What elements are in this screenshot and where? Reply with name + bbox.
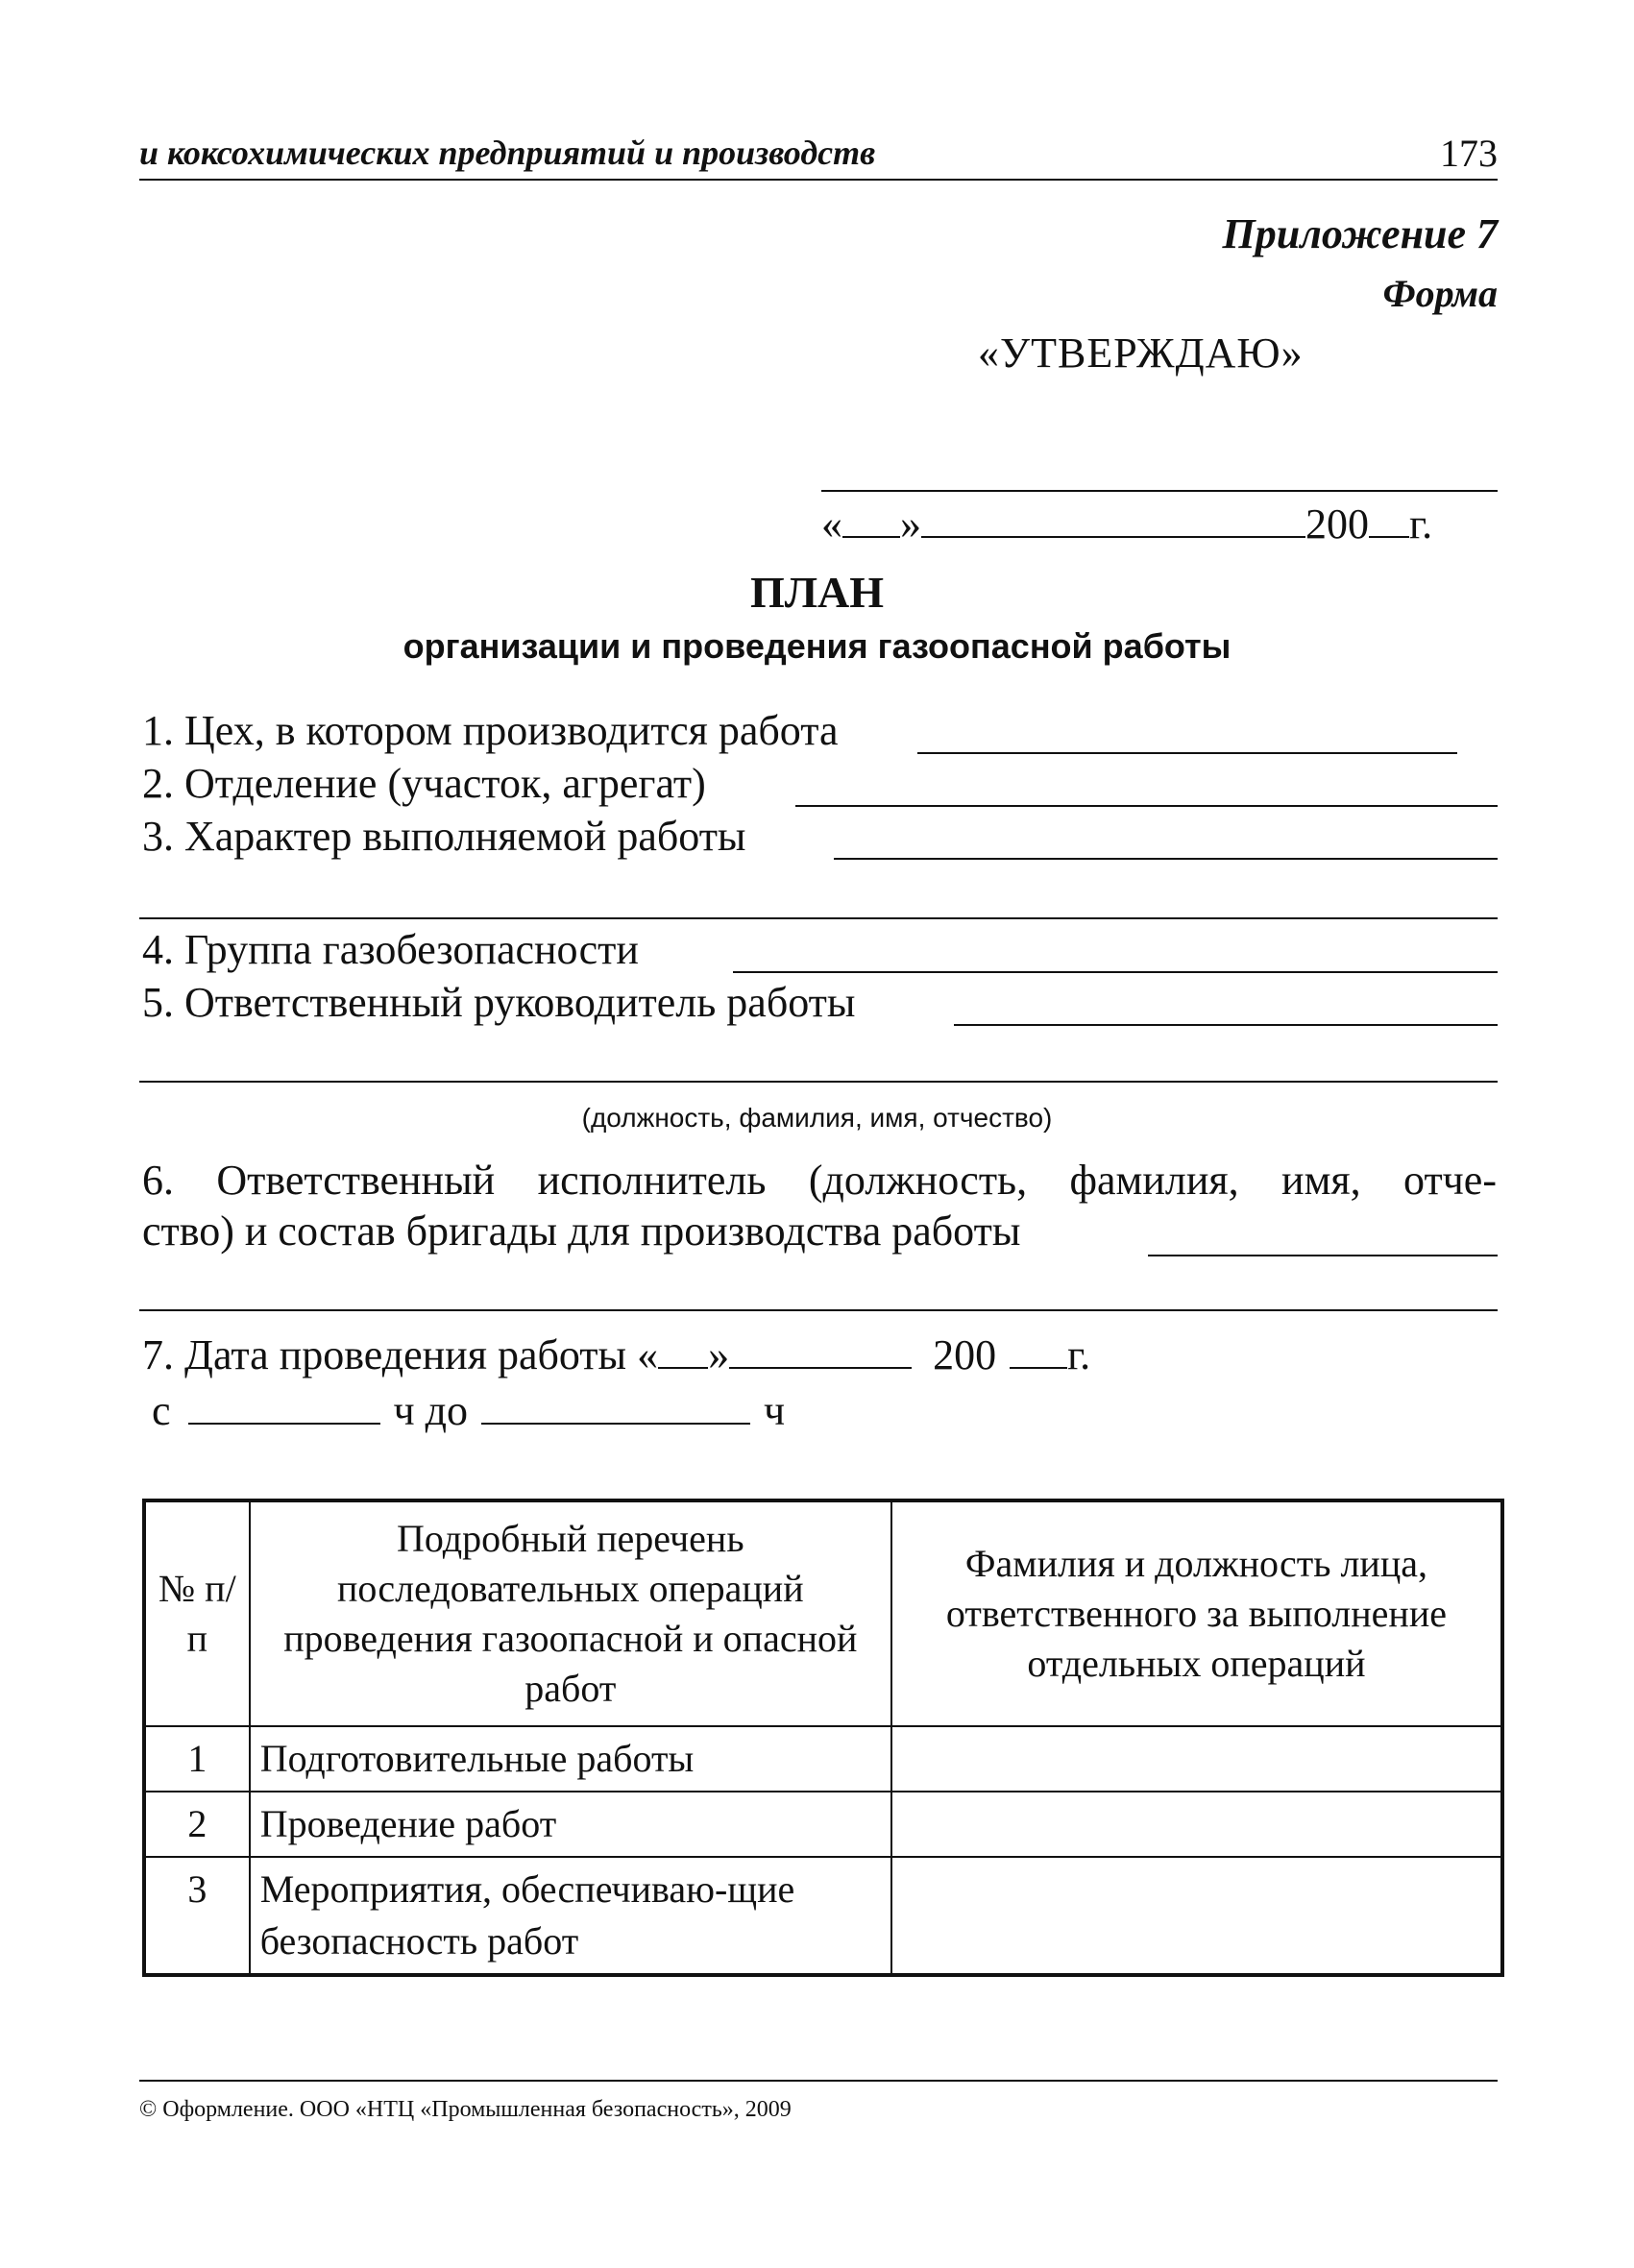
row-number: 3 bbox=[144, 1857, 250, 1975]
copyright-footer: © Оформление. ООО «НТЦ «Промышленная безопасность», 2009 bbox=[139, 2097, 792, 2122]
header-responsible: Фамилия и должность лица, ответственного за выполнение отдельных операций bbox=[891, 1500, 1502, 1726]
item-7-line-2 bbox=[152, 1386, 785, 1435]
row-operation: Проведение работ bbox=[250, 1792, 891, 1857]
time-from-blank bbox=[188, 1390, 380, 1425]
item-1-blank bbox=[917, 752, 1457, 754]
approval-date-line bbox=[821, 500, 1432, 549]
item-5-label: 5. Ответственный руководитель работы bbox=[142, 979, 856, 1026]
row-operation: Подготовительные работы bbox=[250, 1726, 891, 1792]
footer-rule bbox=[139, 2080, 1498, 2082]
date-year: 200 bbox=[1305, 500, 1369, 548]
work-date-label: 7. Дата проведения работы « bbox=[142, 1331, 659, 1378]
work-year-blank bbox=[1010, 1334, 1067, 1369]
document-title: ПЛАН bbox=[749, 568, 885, 617]
approve-stamp: «УТВЕРЖДАЮ» bbox=[978, 329, 1304, 377]
item-5-extra-line bbox=[139, 1081, 1498, 1083]
form-label: Форма bbox=[1382, 272, 1498, 315]
work-date-quote: » bbox=[708, 1331, 730, 1378]
page-number: 173 bbox=[1440, 132, 1498, 175]
work-day-blank bbox=[658, 1334, 708, 1369]
work-year: 200 bbox=[933, 1331, 997, 1378]
time-hours-label: ч bbox=[764, 1387, 786, 1434]
table-row bbox=[144, 1726, 1502, 1792]
row-number: 1 bbox=[144, 1726, 250, 1792]
item-6-line-1: 6. Ответственный исполнитель (должность, фамилия, имя, отче- bbox=[142, 1157, 1497, 1204]
time-to-label: ч до bbox=[393, 1387, 469, 1434]
operations-table bbox=[142, 1499, 1504, 1977]
month-blank bbox=[921, 503, 1305, 538]
item-4-blank bbox=[733, 971, 1498, 973]
item-3-blank bbox=[834, 858, 1498, 860]
date-close-quote: » bbox=[900, 500, 921, 548]
header-rule bbox=[139, 179, 1498, 181]
work-year-suffix: г. bbox=[1067, 1331, 1091, 1378]
item-3-extra-line bbox=[139, 917, 1498, 919]
item-6-line-2: ство) и состав бригады для производства работы bbox=[142, 1207, 1021, 1255]
date-suffix: г. bbox=[1409, 500, 1433, 548]
row-number: 2 bbox=[144, 1792, 250, 1857]
item-7-line-1 bbox=[142, 1330, 1090, 1379]
row-operation: Мероприятия, обеспечиваю-щие безопасность работ bbox=[250, 1857, 891, 1975]
year-blank bbox=[1369, 503, 1409, 538]
item-5-blank bbox=[954, 1024, 1498, 1026]
table-header-row bbox=[144, 1500, 1502, 1726]
table-row bbox=[144, 1857, 1502, 1975]
row-responsible bbox=[891, 1792, 1502, 1857]
item-6-blank bbox=[1148, 1255, 1498, 1256]
field-caption: (должность, фамилия, имя, отчество) bbox=[581, 1103, 1053, 1133]
row-responsible bbox=[891, 1857, 1502, 1975]
item-4-label: 4. Группа газобезопасности bbox=[142, 926, 639, 973]
appendix-label: Приложение 7 bbox=[1222, 210, 1498, 257]
item-2-label: 2. Отделение (участок, агрегат) bbox=[142, 760, 706, 807]
document-subtitle: организации и проведения газоопасной работы bbox=[402, 626, 1232, 666]
item-1-label: 1. Цех, в котором производится работа bbox=[142, 707, 839, 754]
header-number: № п/п bbox=[144, 1500, 250, 1726]
row-responsible bbox=[891, 1726, 1502, 1792]
day-blank bbox=[842, 503, 900, 538]
signature-line bbox=[821, 490, 1498, 492]
work-month-blank bbox=[729, 1334, 912, 1369]
date-open-quote: « bbox=[821, 500, 842, 548]
table-row bbox=[144, 1792, 1502, 1857]
time-from-label: с bbox=[152, 1387, 171, 1434]
item-2-blank bbox=[795, 805, 1498, 807]
item-3-label: 3. Характер выполняемой работы bbox=[142, 813, 746, 860]
running-title: и коксохимических предприятий и производств bbox=[139, 134, 876, 172]
item-6-extra-line bbox=[139, 1309, 1498, 1311]
header-operations: Подробный перечень последовательных операций проведения газоопасной и опасной работ bbox=[250, 1500, 891, 1726]
time-to-blank bbox=[481, 1390, 750, 1425]
